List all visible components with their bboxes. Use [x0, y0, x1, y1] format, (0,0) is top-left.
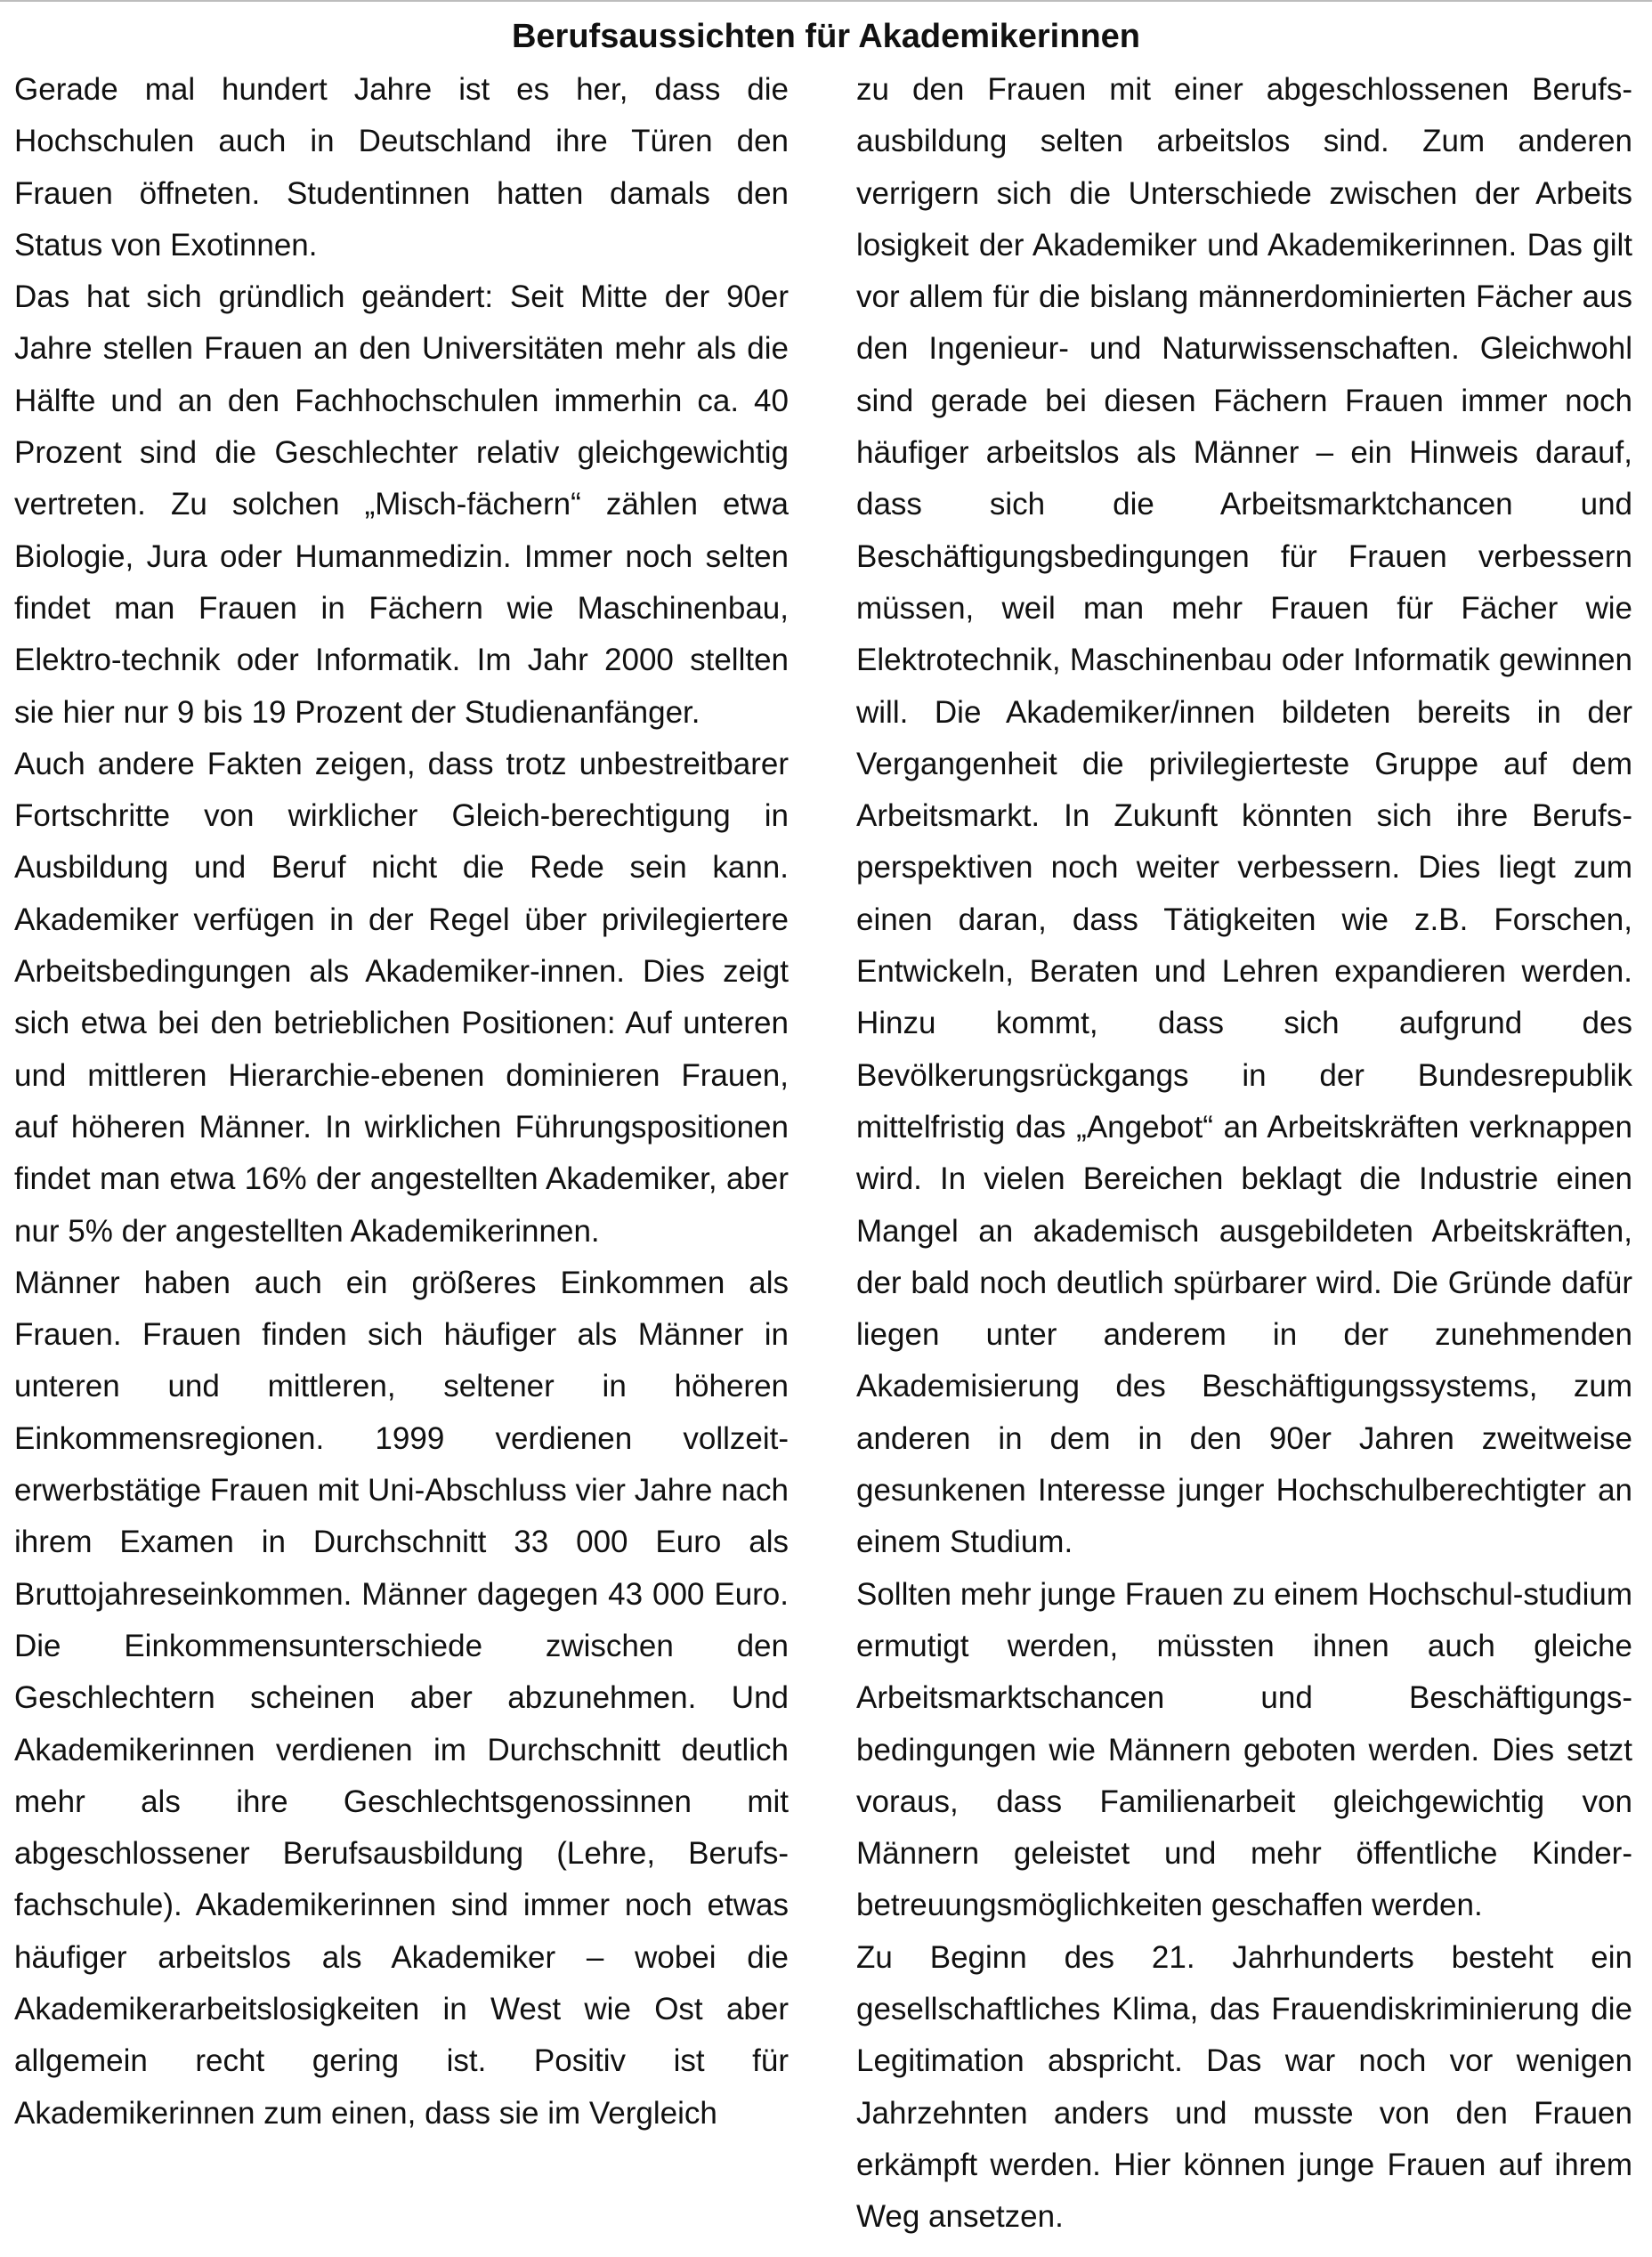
paragraph: Auch andere Fakten zeigen, dass trotz unbestreitbarer Fortschritte von wirklicher Gleich-berechtigung in Ausbildung und Beruf nicht die Rede sein kann. Akademiker verfügen in der Regel über privilegiertere Arbeitsbedingungen als Akademiker-innen. Dies zeigt sich etwa bei den betrieblichen Positionen: Auf unteren und mittleren Hierarchie-ebenen dominieren Frauen, auf höheren Männer. In wirklichen Führungspositionen findet man etwa 16% der angestellten Akademiker, aber nur 5% der angestellten Akademikerinnen.: [14, 746, 789, 1249]
page-title: Berufsaussichten für Akademikerinnen: [511, 18, 1141, 55]
paragraph: Gerade mal hundert Jahre ist es her, dass die Hochschulen auch in Deutschland ihre Türen den Frauen öffneten. Studentinnen hatten damals den Status von Exotinnen.: [14, 72, 789, 263]
paragraph: Zu Beginn des 21. Jahrhunderts besteht ein gesellschaftliches Klima, das Frauendiskriminierung die Legitimation abspricht. Das war noch vor wenigen Jahrzehnten anders und musste von den Frauen erkämpft werden. Hier können junge Frauen auf ihrem Weg ansetzen.: [856, 1939, 1632, 2235]
paragraph: zu den Frauen mit einer abgeschlossenen Berufs-ausbildung selten arbeitslos sind. Zum anderen verrigern sich die Unterschiede zwischen der Arbeits losigkeit der Akademiker und Akademikerinnen. Das gilt vor allem für die bislang männerdominierten Fächer aus den Ingenieur- und Naturwissenschaften. Gleichwohl sind gerade bei diesen Fächern Frauen immer noch häufiger arbeitslos als Männer – ein Hinweis darauf, dass sich die Arbeitsmarktchancen und Beschäftigungsbedingungen für Frauen verbessern müssen, weil man mehr Frauen für Fächer wie Elektrotechnik, Maschinenbau oder Informatik gewinnen will. Die Akademiker/innen bildeten bereits in der Vergangenheit die privilegierteste Gruppe auf dem Arbeitsmarkt. In Zukunft könnten sich ihre Berufs- perspektiven noch weiter verbessern. Dies liegt zum einen daran, dass Tätigkeiten wie z.B. Forschen, Entwickeln, Beraten und Lehren expandieren werden. Hinzu kommt, dass sich aufgrund des Bevölkerungsrückgangs in der Bundesrepublik mittelfristig das „Angebot“ an Arbeitskräften verknappen wird. In vielen Bereichen beklagt die Industrie einen Mangel an akademisch ausgebildeten Arbeitskräften, der bald noch deutlich spürbarer wird. Die Gründe dafür liegen unter anderem in der zunehmenden Akademisierung des Beschäftigungssystems, zum anderen in dem in den 90er Jahren zweitweise gesunkenen Interesse junger Hochschulberechtigter an einem Studium.: [856, 72, 1632, 1560]
paragraph: Sollten mehr junge Frauen zu einem Hochschul-studium ermutigt werden, müssten ihnen auch gleiche Arbeitsmarktschancen und Beschäftigungs-bedingungen wie Männern geboten werden. Dies setzt voraus, dass Familienarbeit gleichgewichtig von Männern geleistet und mehr öffentliche Kinder-betreuungsmöglichkeiten geschaffen werden.: [856, 1576, 1632, 1923]
paragraph: Das hat sich gründlich geändert: Seit Mitte der 90er Jahre stellen Frauen an den Universitäten mehr als die Hälfte und an den Fachhochschulen immerhin ca. 40 Prozent sind die Geschlechter relativ gleichgewichtig vertreten. Zu solchen „Misch-fächern“ zählen etwa Biologie, Jura oder Humanmedizin. Immer noch selten findet man Frauen in Fächern wie Maschinenbau, Elektro-technik oder Informatik. Im Jahr 2000 stellten sie hier nur 9 bis 19 Prozent der Studienanfänger.: [14, 279, 789, 730]
paragraph: Männer haben auch ein größeres Einkommen als Frauen. Frauen finden sich häufiger als Männer in unteren und mittleren, seltener in höheren Einkommensregionen. 1999 verdienen vollzeit-erwerbstätige Frauen mit Uni-Abschluss vier Jahre nach ihrem Examen in Durchschnitt 33 000 Euro als Bruttojahreseinkommen. Männer dagegen 43 000 Euro. Die Einkommensunterschiede zwischen den Geschlechtern scheinen aber abzunehmen. Und Akademikerinnen verdienen im Durchschnitt deutlich mehr als ihre Geschlechtsgenossinnen mit abgeschlossener Berufsausbildung (Lehre, Berufs-fachschule). Akademikerinnen sind immer noch etwas häufiger arbeitslos als Akademiker – wobei die Akademikerarbeitslosigkeiten in West wie Ost aber allgemein recht gering ist. Positiv ist für Akademikerinnen zum einen, dass sie im Vergleich: [14, 1265, 789, 2131]
left-column: [14, 64, 789, 2140]
top-rule: [0, 0, 1652, 2]
right-column: [856, 64, 1632, 2243]
